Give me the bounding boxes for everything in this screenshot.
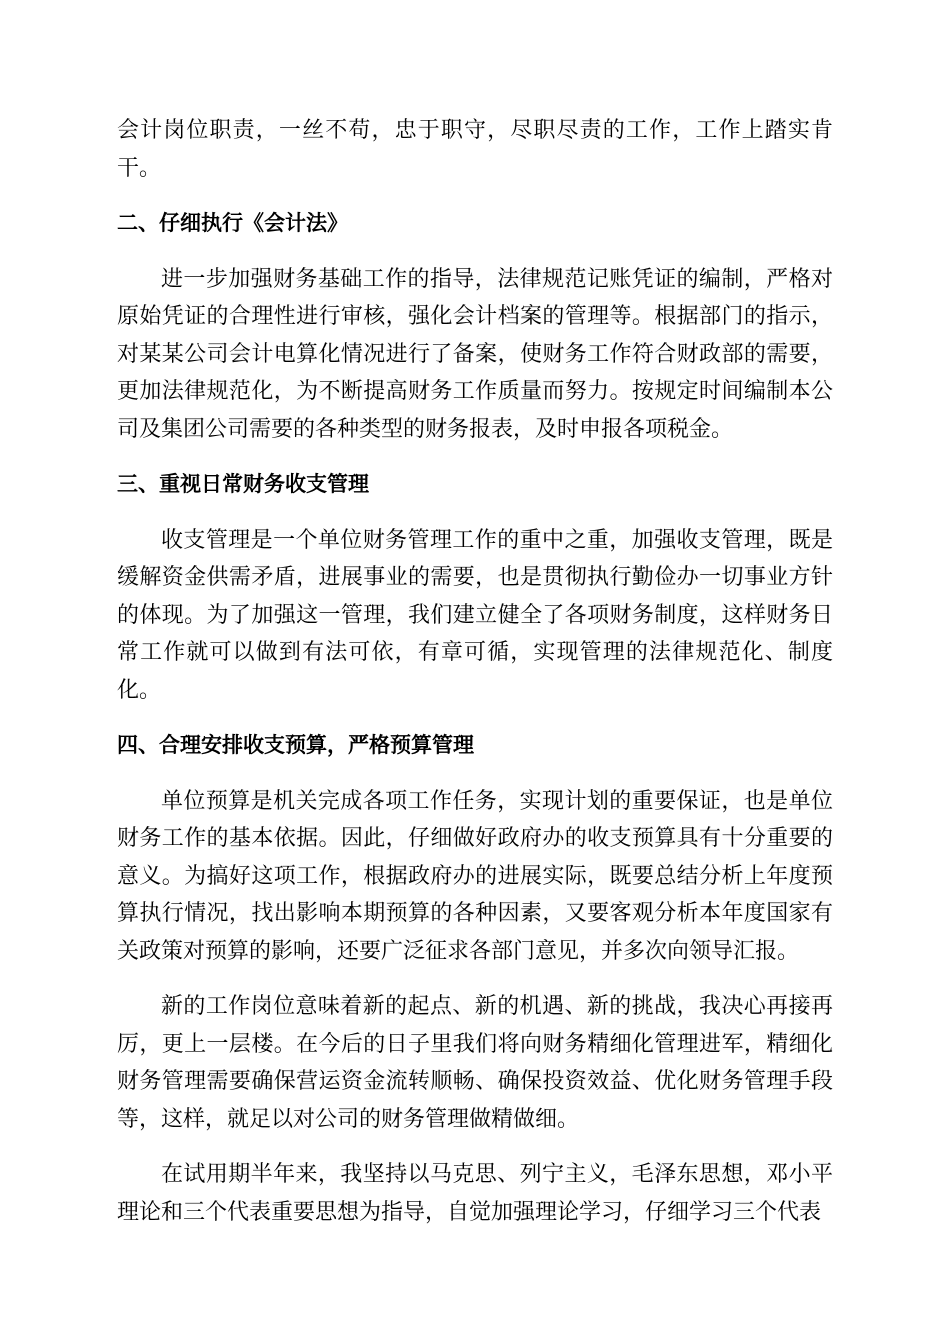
- paragraph-new-position: 新的工作岗位意味着新的起点、新的机遇、新的挑战，我决心再接再厉，更上一层楼。在今后的日子里我们将向财务精细化管理进军，精细化财务管理需要确保营运资金流转顺畅、确保投资效益、优化财务管理手段等，这样，就足以对公司的财务管理做精做细。: [117, 994, 833, 1132]
- paragraph-intro: 会计岗位职责，一丝不苟，忠于职守，尽职尽责的工作，工作上踏实肯干。: [117, 118, 833, 181]
- section-heading-3: 三、重视日常财务收支管理: [117, 472, 369, 496]
- paragraph-budget: 单位预算是机关完成各项工作任务，实现计划的重要保证，也是单位财务工作的基本依据。因此，仔细做好政府办的收支预算具有十分重要的意义。为搞好这项工作，根据政府办的进展实际，既要总结分析上年度预算执行情况，找出影响本期预算的各种因素，又要客观分析本年度国家有关政策对预算的影响，还要广泛征求各部门意见，并多次向领导汇报。: [117, 788, 833, 964]
- paragraph-accounting-law: 进一步加强财务基础工作的指导，法律规范记账凭证的编制，严格对原始凭证的合理性进行审核，强化会计档案的管理等。根据部门的指示，对某某公司会计电算化情况进行了备案，使财务工作符合财政部的需要，更加法律规范化，为不断提高财务工作质量而努力。按规定时间编制本公司及集团公司需要的各种类型的财务报表，及时申报各项税金。: [117, 266, 833, 442]
- document-page: [117, 112, 833, 1249]
- section-heading-4: 四、合理安排收支预算，严格预算管理: [117, 733, 474, 757]
- section-heading-2: 二、仔细执行《会计法》: [117, 211, 348, 235]
- paragraph-probation: 在试用期半年来，我坚持以马克思、列宁主义，毛泽东思想，邓小平理论和三个代表重要思想为指导，自觉加强理论学习，仔细学习三个代表: [117, 1162, 833, 1225]
- paragraph-income-expense: 收支管理是一个单位财务管理工作的重中之重，加强收支管理，既是缓解资金供需矛盾，进展事业的需要，也是贯彻执行勤俭办一切事业方针的体现。为了加强这一管理，我们建立健全了各项财务制度，这样财务日常工作就可以做到有法可依，有章可循，实现管理的法律规范化、制度化。: [117, 527, 833, 703]
